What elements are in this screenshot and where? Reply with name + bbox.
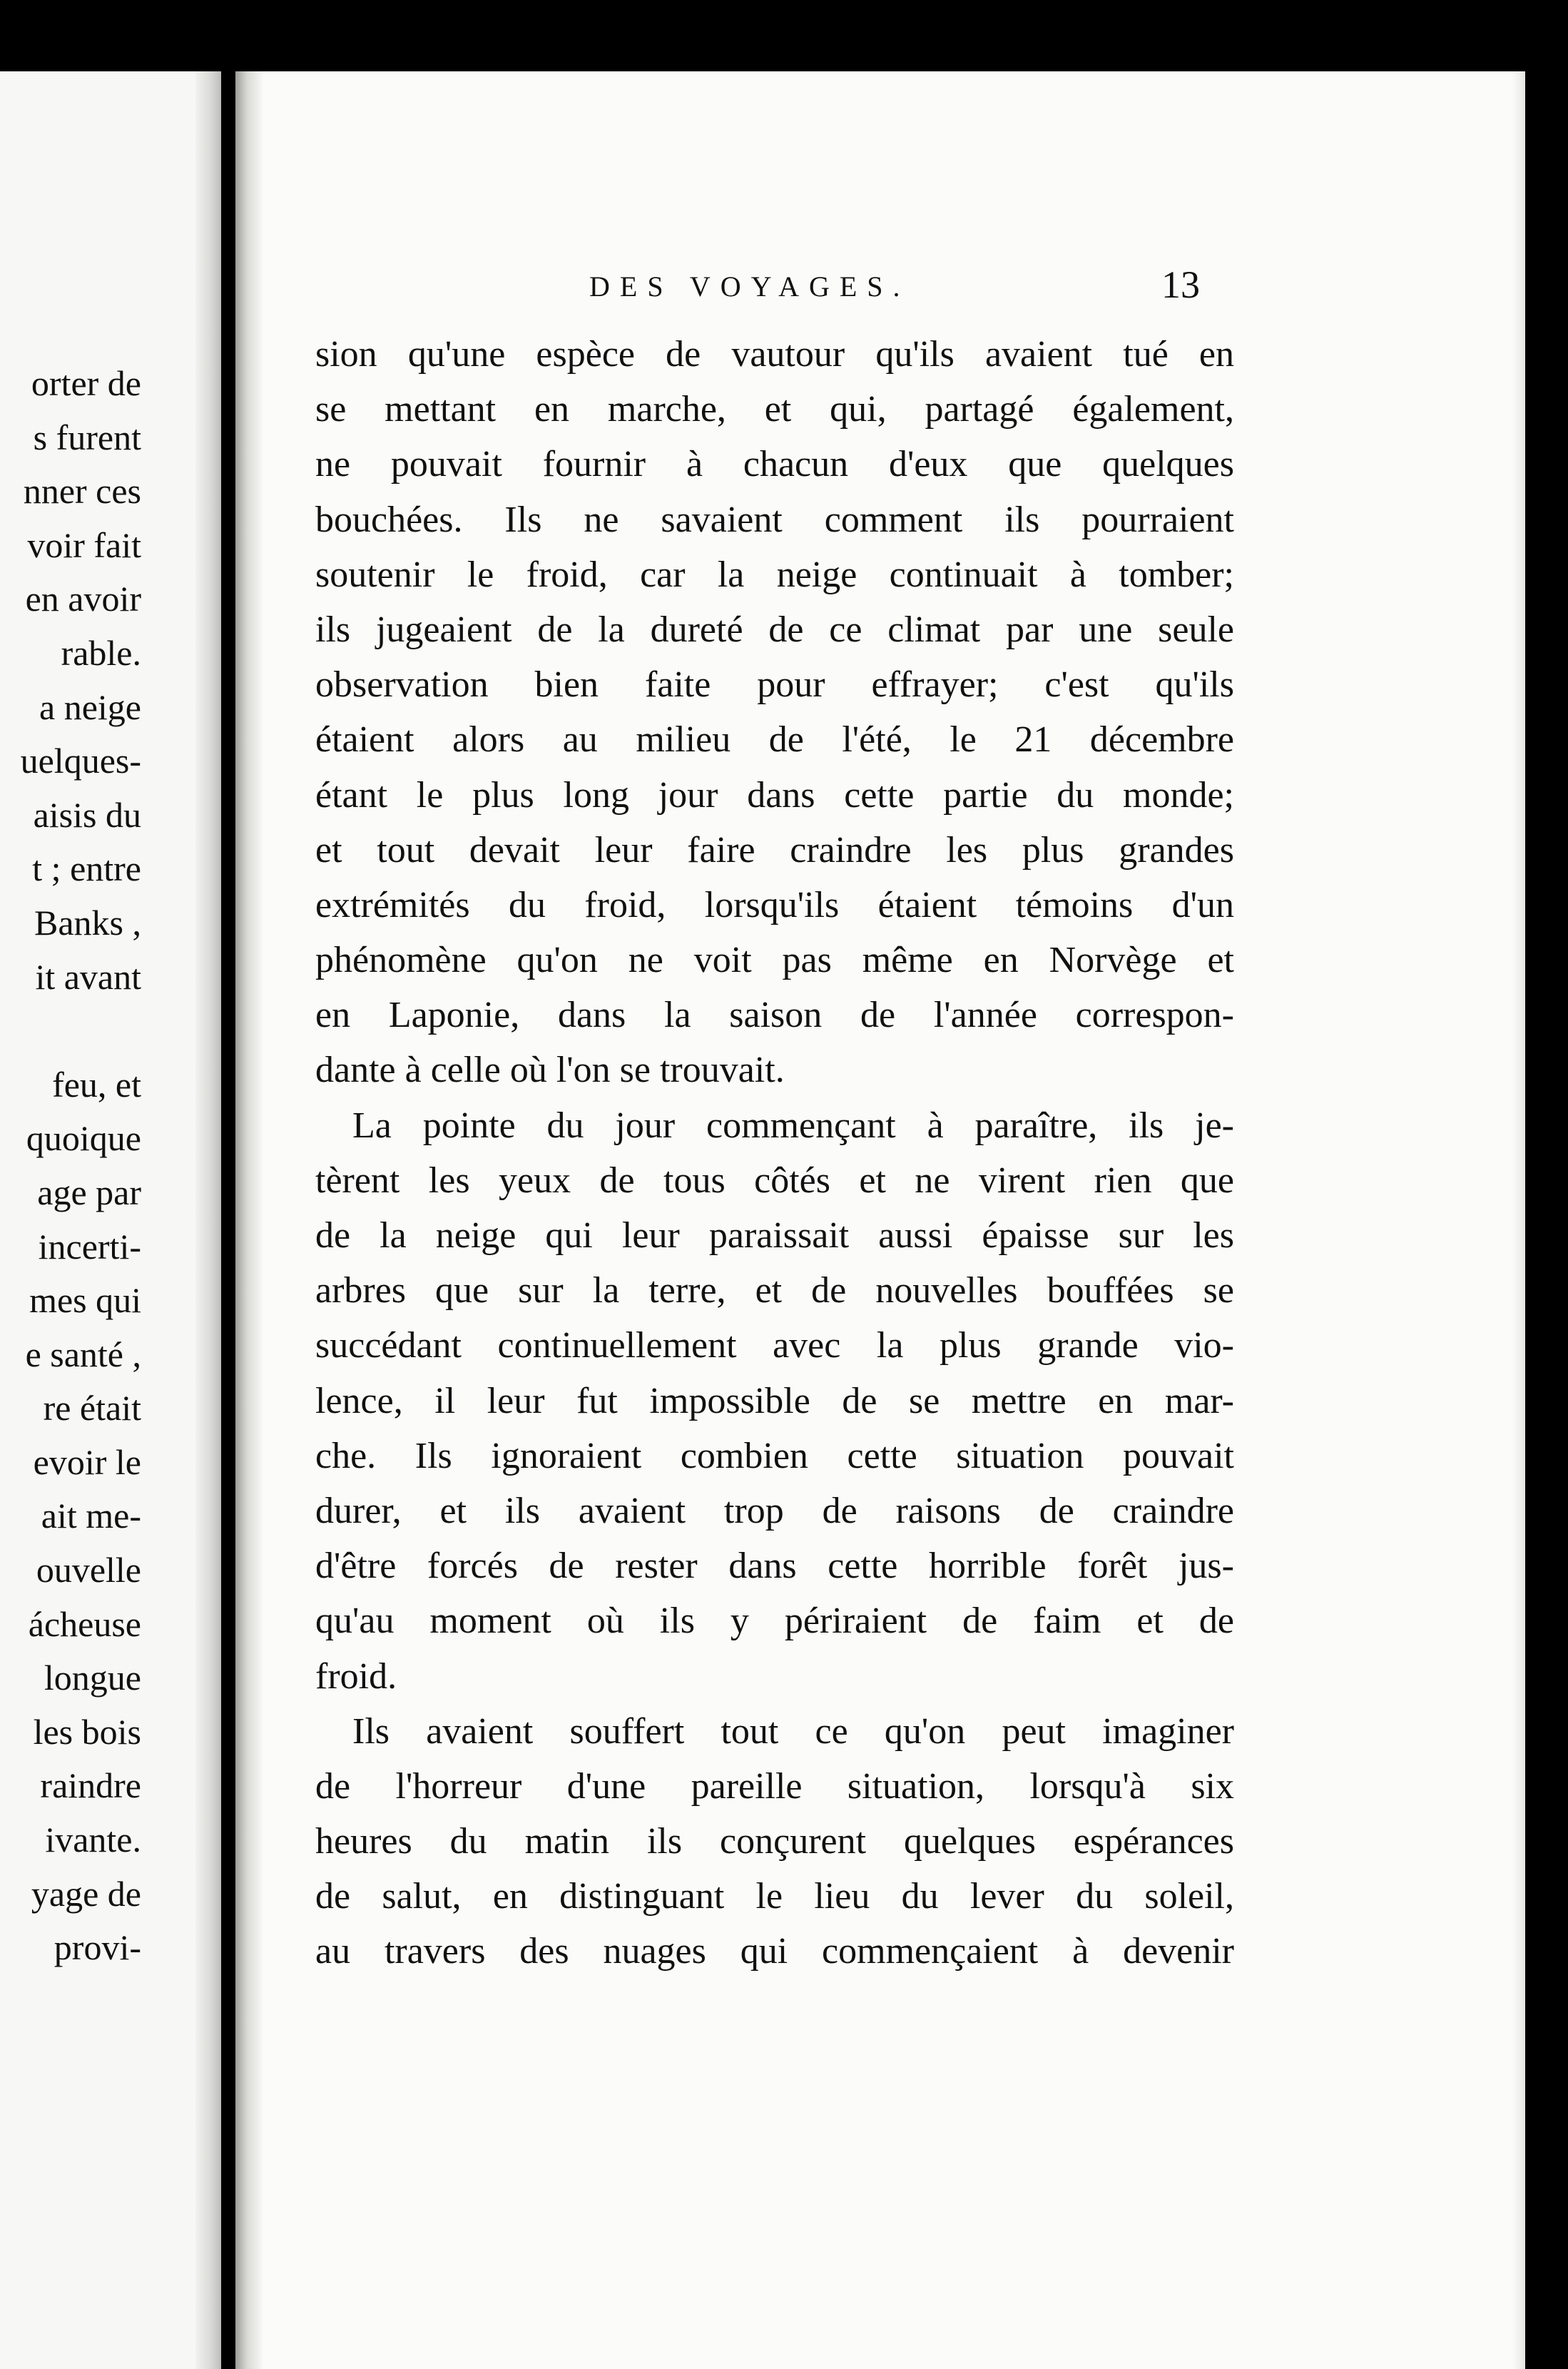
left-line: les bois (33, 1711, 141, 1752)
left-line: evoir le (33, 1441, 141, 1482)
text-line: de l'horreur d'une pareille situation, lorsqu'à six (315, 1765, 1234, 1807)
text-line: dante à celle où l'on se trouvait. (315, 1050, 785, 1091)
text-line: heures du matin ils conçurent quelques espérances (315, 1821, 1234, 1862)
body-text (315, 327, 1234, 1979)
page-edge (1512, 71, 1525, 2369)
running-head (235, 263, 1525, 313)
text-line: durer, et ils avaient trop de raisons de craindre (315, 1490, 1234, 1531)
left-line: ait me- (41, 1496, 141, 1536)
left-line: nner ces (23, 471, 141, 512)
left-page-gutter-shadow (195, 71, 221, 2369)
left-line: provi- (54, 1927, 141, 1968)
left-line: Banks , (34, 902, 141, 943)
text-line: ils jugeaient de la dureté de ce climat par une seule (315, 609, 1234, 650)
left-line: raindre (40, 1765, 141, 1806)
left-line: voir fait (27, 524, 141, 565)
text-line: qu'au moment où ils y périraient de faim et de (315, 1601, 1234, 1642)
left-line: ácheuse (28, 1603, 141, 1644)
left-line: t ; entre (32, 848, 141, 889)
page-number: 13 (1161, 263, 1200, 306)
text-line: au travers des nuages qui commençaient à devenir (315, 1931, 1234, 1972)
left-line: it avant (35, 956, 141, 997)
left-line: s furent (33, 417, 141, 457)
left-line: ouvelle (36, 1550, 141, 1591)
left-page-fragment (0, 71, 221, 2369)
left-line: feu, et (52, 1064, 141, 1105)
text-line: ne pouvait fournir à chacun d'eux que quelques (315, 444, 1234, 485)
left-line: yage de (31, 1873, 141, 1914)
left-line: incerti- (38, 1226, 141, 1267)
text-line: de salut, en distinguant le lieu du lever du soleil, (315, 1876, 1234, 1917)
running-title: DES VOYAGES. (589, 270, 910, 303)
left-line: orter de (31, 363, 141, 403)
text-line: bouchées. Ils ne savaient comment ils pourraient (315, 499, 1234, 540)
right-page (235, 71, 1525, 2369)
left-line: rable. (61, 632, 141, 673)
text-line: observation bien faite pour effrayer; c'est qu'ils (315, 664, 1234, 706)
text-line: et tout devait leur faire craindre les plus grandes (315, 829, 1234, 871)
text-line: lence, il leur fut impossible de se mettre en mar- (315, 1380, 1234, 1421)
paragraph-start-line: La pointe du jour commençant à paraître, ils je- (352, 1105, 1234, 1146)
text-line: froid. (315, 1655, 397, 1697)
text-line: sion qu'une espèce de vautour qu'ils avaient tué en (315, 334, 1234, 375)
text-line: d'être forcés de rester dans cette horrible forêt jus- (315, 1546, 1234, 1587)
text-line: succédant continuellement avec la plus grande vio- (315, 1325, 1234, 1366)
text-line: en Laponie, dans la saison de l'année correspon- (315, 995, 1234, 1036)
left-line: en avoir (25, 579, 141, 619)
text-line: de la neige qui leur paraissait aussi épaisse sur les (315, 1215, 1234, 1256)
text-line: soutenir le froid, car la neige continuait à tomber; (315, 554, 1234, 595)
text-line: étaient alors au milieu de l'été, le 21 décembre (315, 719, 1234, 761)
text-line: tèrent les yeux de tous côtés et ne virent rien que (315, 1160, 1234, 1201)
left-line: a neige (39, 686, 141, 727)
left-line: e santé , (25, 1334, 141, 1374)
text-line: arbres que sur la terre, et de nouvelles bouffées se (315, 1270, 1234, 1312)
left-line: re était (43, 1388, 141, 1429)
text-line: se mettant en marche, et qui, partagé également, (315, 389, 1234, 430)
left-line: mes qui (29, 1280, 141, 1321)
left-line-gap (0, 1004, 141, 1058)
paragraph-start-line: Ils avaient souffert tout ce qu'on peut imaginer (352, 1710, 1234, 1752)
left-line: quoique (26, 1118, 141, 1159)
left-line: uelques- (20, 741, 141, 781)
left-line: longue (44, 1658, 141, 1698)
text-line: che. Ils ignoraient combien cette situation pouvait (315, 1435, 1234, 1476)
left-line: ivante. (45, 1820, 141, 1860)
text-line: étant le plus long jour dans cette partie du monde; (315, 774, 1234, 816)
left-page-text (0, 357, 141, 1975)
left-line: aisis du (33, 794, 141, 835)
binding-shadow (235, 71, 264, 2369)
text-line: extrémités du froid, lorsqu'ils étaient témoins d'un (315, 884, 1234, 925)
text-line: phénomène qu'on ne voit pas même en Norvège et (315, 940, 1234, 981)
left-line: age par (37, 1172, 141, 1212)
